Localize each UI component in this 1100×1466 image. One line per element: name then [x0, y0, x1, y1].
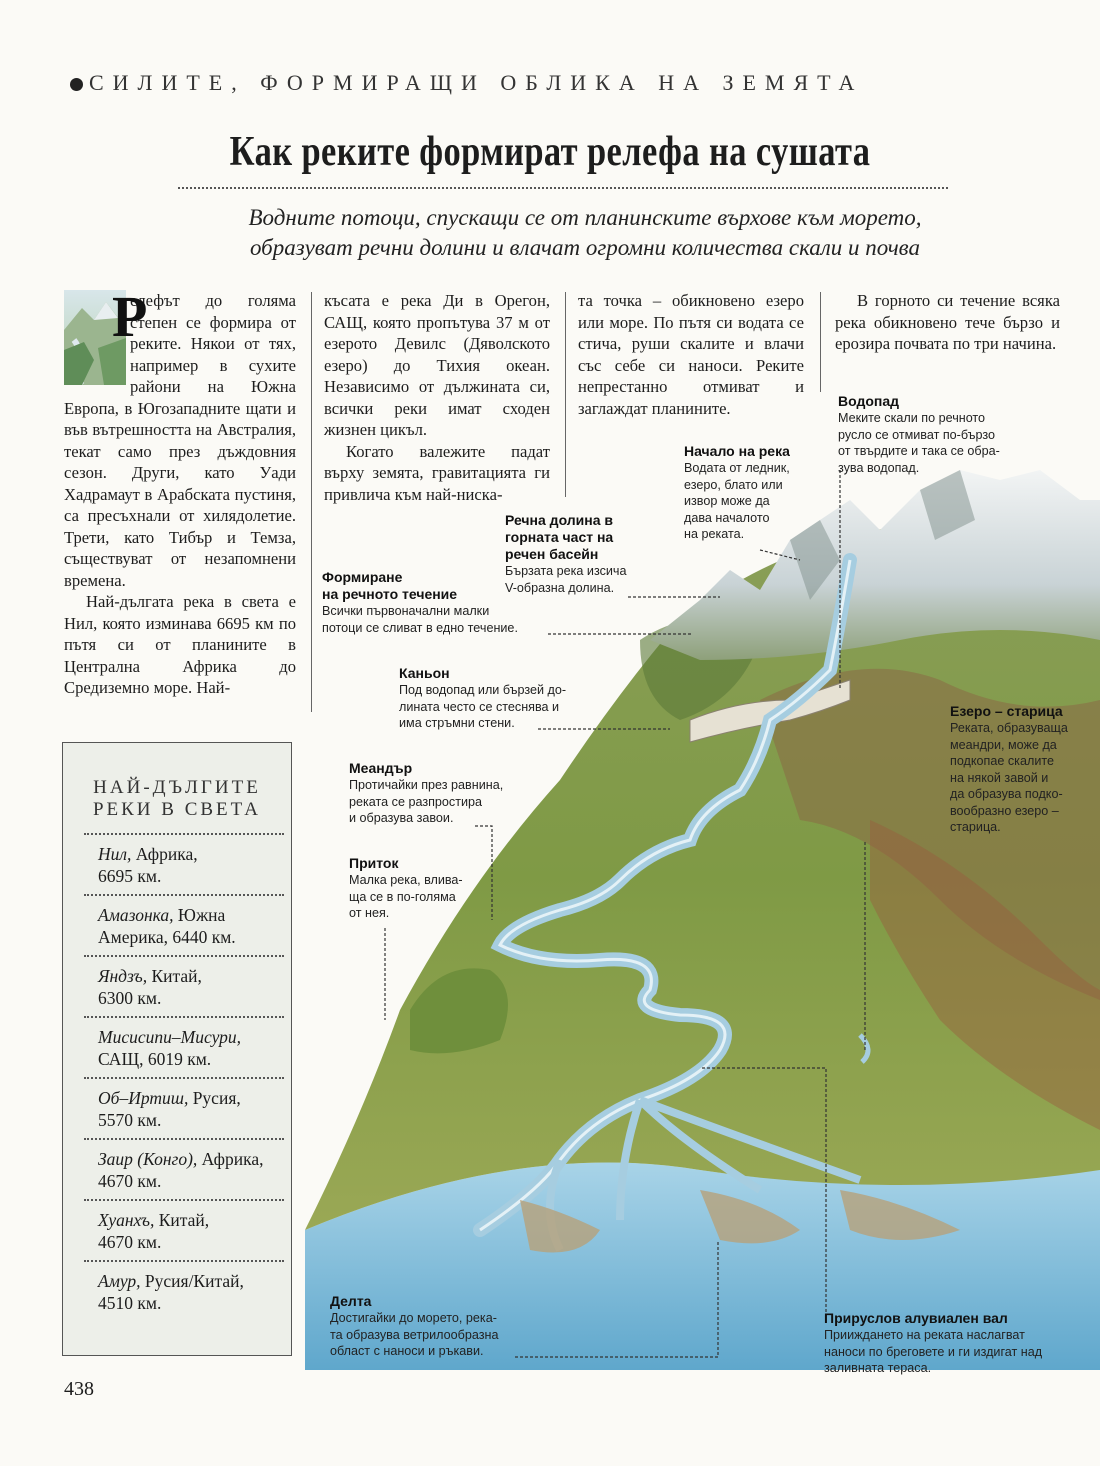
page-subtitle: Водните потоци, спускащи се от планинските върхове към морето, образуват речни долини и влачат огромни количества скали и почва	[248, 205, 922, 260]
label-tributary: Приток Малка река, влива- ща се в по-голяма от нея.	[349, 855, 463, 920]
sidebar-title: НАЙ-ДЪЛГИТЕ РЕКИ В СВЕТА	[92, 777, 262, 820]
label-stream-formation: Формиране на речното течение Всички първоначални малки потоци се сливат в едно течение.	[322, 569, 518, 635]
text-column-1	[64, 284, 296, 699]
title-divider	[178, 187, 948, 189]
section-header: СИЛИТЕ, ФОРМИРАЩИ ОБЛИКА НА ЗЕМЯТА	[70, 70, 863, 96]
river-list	[84, 833, 284, 1321]
label-meander: Меандър Протичайки през равнина, реката се разпростира и образува завои.	[349, 760, 504, 825]
list-item: Хуанхъ, Китай, 4670 км.	[84, 1199, 284, 1260]
list-item: Амазонка, Южна Америка, 6440 км.	[84, 894, 284, 955]
text-column-4	[835, 290, 1060, 355]
list-item: Мисисипи–Мисури, САЩ, 6019 км.	[84, 1016, 284, 1077]
label-canyon: Каньон Под водопад или бързей до- лината често се стеснява и има стръмни стени.	[399, 665, 567, 730]
paragraph: късата е река Ди в Орегон, САЩ, която пропътува 37 м от езерото Девилс (Дяволското езеро) до Тихия океан. Независимо от дължината си, всички реки имат сходен жизнен цикъл.	[324, 291, 550, 439]
paragraph: В горното си течение всяка река обикновено тече бързо и ерозира почвата по три начина.	[835, 291, 1060, 353]
paragraph: елефът до голяма степен се формира от реките. Някои от тях, например в сухите райони на Южна Европа, в Югозападните щати и във вътрешността на Австралия, текат само през дъждовния сезон. Други, като Уади Хадрамаут в Арабската пустиня, са пресъхнали от хилядолетие. Трети, като Тибър и Темза, съществуват от незапомнени времена.	[64, 291, 296, 590]
paragraph: Най-дългата река в света е Нил, която изминава 6695 км по пътя си от планините в Централна Африка до Средиземно море. Най-	[64, 592, 296, 697]
list-item: Нил, Африка, 6695 км.	[84, 833, 284, 894]
list-item: Заир (Конго), Африка, 4670 км.	[84, 1138, 284, 1199]
drop-cap: Р	[112, 284, 148, 349]
bullet-icon	[70, 78, 83, 91]
label-waterfall: Водопад Меките скали по речното русло се отмиват по-бързо от твърдите и така се обра- зува водопад.	[838, 393, 1000, 475]
column-divider	[820, 292, 821, 392]
text-column-3	[578, 290, 804, 419]
label-river-source: Начало на река Водата от ледник, езеро, блато или извор може да дава началото на реката.	[684, 443, 790, 541]
page-title: Как реките формират релефа на сушата	[229, 129, 871, 175]
label-delta: Делта Достигайки до морето, река- та образува ветрилообразна област с наноси и ръкави.	[330, 1293, 499, 1358]
paragraph: та точка – обикновено езеро или море. По пътя си водата се стича, руши скалите и влачи със себе си наноси. Реките непрестанно отмиват и заглаждат планините.	[578, 291, 804, 418]
label-upper-valley: Речна долина в горната част на речен басейн Бързата река изсича V-образна долина.	[505, 512, 627, 595]
longest-rivers-sidebar	[62, 742, 292, 1356]
list-item: Амур, Русия/Китай, 4510 км.	[84, 1260, 284, 1321]
list-item: Об–Иртиш, Русия, 5570 км.	[84, 1077, 284, 1138]
paragraph: Когато валежите падат върху земята, гравитацията ги привлича към най-ниска-	[324, 441, 550, 504]
label-oxbow-lake: Езеро – старица Реката, образуваща меандри, може да подкопае скалите на някой завой и да образува подко- вообразно езеро – старица.	[950, 703, 1068, 834]
page-number: 438	[64, 1378, 94, 1400]
list-item: Яндзъ, Китай, 6300 км.	[84, 955, 284, 1016]
label-levee: Прируслов алувиален вал Прииждането на реката наслагват наноси по бреговете и ги издигат над заливната тераса.	[824, 1310, 1043, 1375]
